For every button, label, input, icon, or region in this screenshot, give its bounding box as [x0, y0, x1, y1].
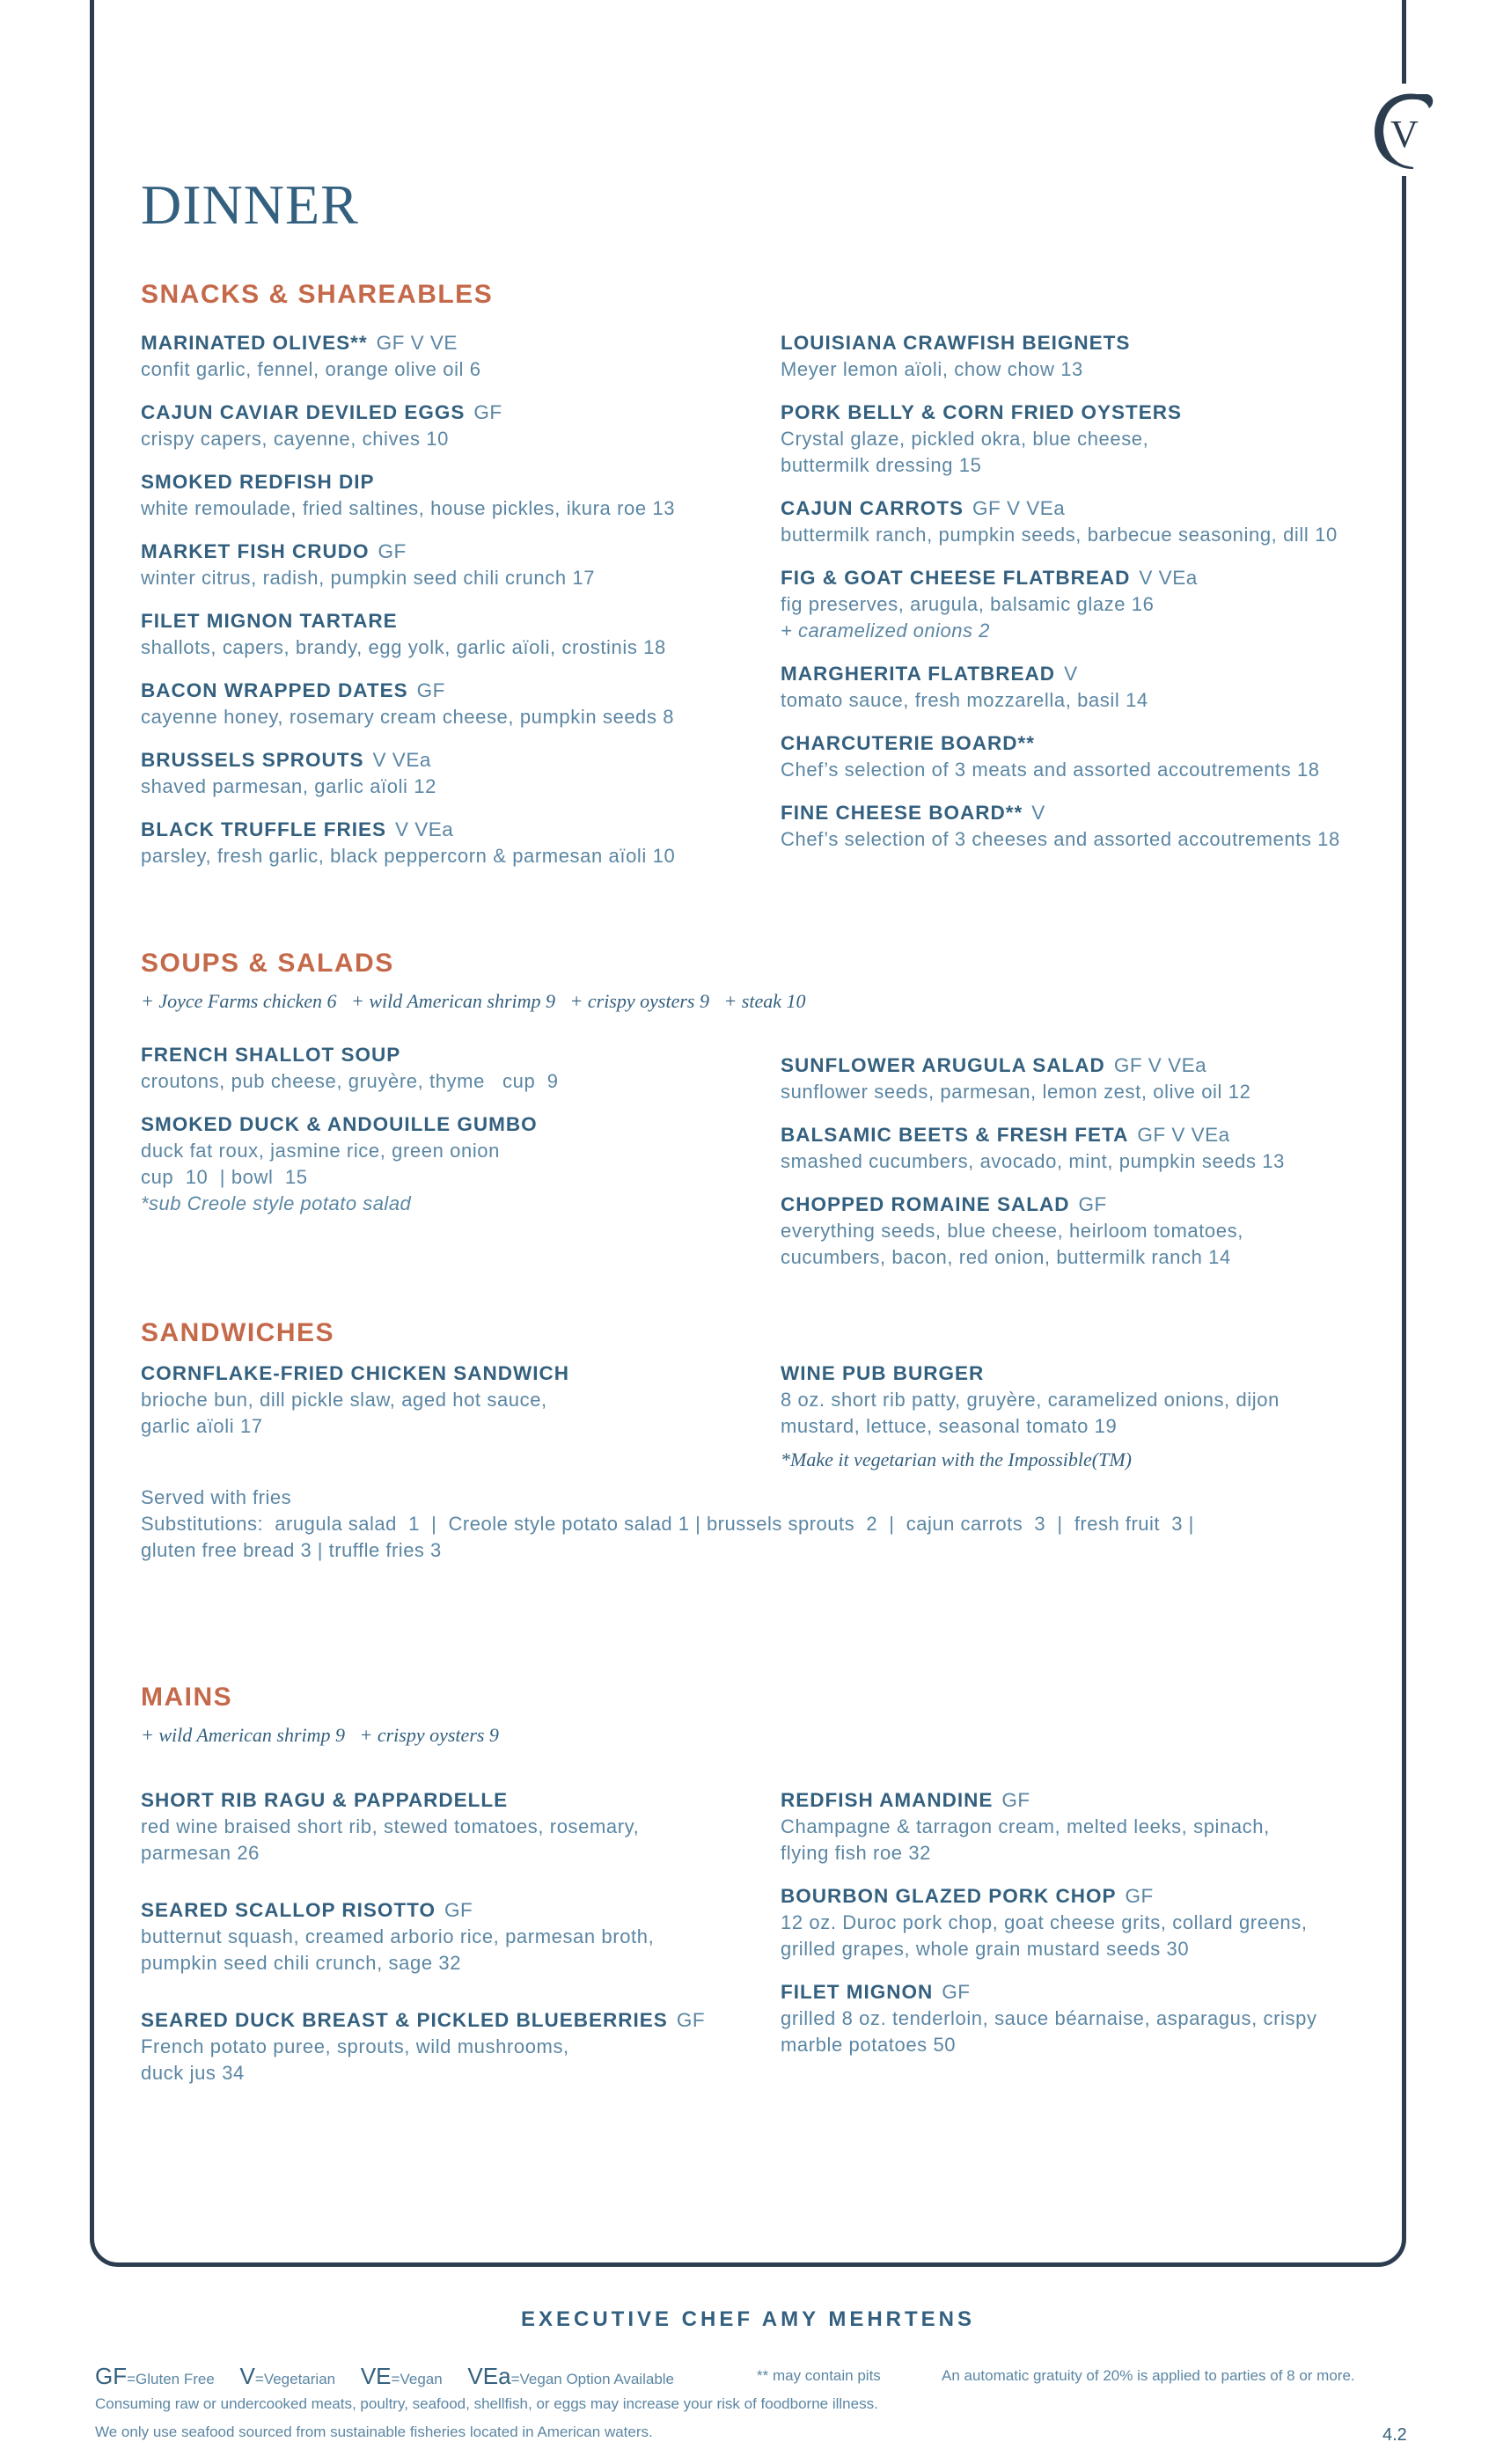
item-title: SEARED SCALLOP RISOTTO — [141, 1899, 436, 1921]
menu-item — [781, 660, 1414, 714]
item-description: Crystal glaze, pickled okra, blue cheese, — [781, 428, 1149, 450]
item-description: cup 10 | bowl 15 — [141, 1166, 308, 1188]
menu-item — [781, 1978, 1414, 2058]
menu-item-name — [781, 660, 1414, 687]
menu-item — [781, 564, 1414, 644]
dietary-tags: GF V VEa — [1137, 1124, 1230, 1146]
item-description: Meyer lemon aïoli, chow chow 13 — [781, 358, 1083, 380]
menu-item — [141, 2006, 774, 2086]
item-description: marble potatoes 50 — [781, 2034, 957, 2056]
item-description: sunflower seeds, parmesan, lemon zest, olive oil 12 — [781, 1081, 1251, 1103]
soups-right-column — [781, 1052, 1414, 1287]
menu-item-name — [781, 1121, 1414, 1148]
section-heading-snacks: SNACKS & SHAREABLES — [141, 280, 494, 309]
soups-addons: + Joyce Farms chicken 6 + wild American shrimp 9 + crispy oysters 9 + steak 10 — [141, 990, 806, 1012]
item-description: red wine braised short rib, stewed tomatoes, rosemary, — [141, 1815, 640, 1837]
dietary-tags: GF — [942, 1981, 971, 2003]
item-title: SUNFLOWER ARUGULA SALAD — [781, 1054, 1105, 1076]
legend-meaning-ve: =Vegan — [391, 2371, 443, 2387]
dietary-tags: GF — [473, 401, 502, 423]
sandwich-sides-info — [141, 1485, 1373, 1564]
dietary-legend — [95, 2363, 674, 2390]
menu-item-name — [141, 1896, 774, 1924]
item-description: shaved parmesan, garlic aïoli 12 — [141, 775, 436, 797]
seafood-sourcing-note: We only use seafood sourced from sustainable fisheries located in American waters. — [95, 2424, 653, 2440]
item-description: shallots, capers, brandy, egg yolk, garlic aïoli, crostinis 18 — [141, 636, 666, 658]
dietary-tags: GF — [416, 679, 445, 701]
legend-code-v: V — [239, 2363, 255, 2389]
menu-item-name — [141, 538, 774, 565]
item-title: BALSAMIC BEETS & FRESH FETA — [781, 1124, 1129, 1146]
menu-item — [781, 1052, 1414, 1105]
menu-item — [781, 799, 1414, 853]
menu-item-name — [141, 1786, 774, 1814]
sandwiches-right-column — [781, 1360, 1414, 1489]
dietary-tags: GF — [1078, 1193, 1107, 1215]
item-description: buttermilk dressing 15 — [781, 454, 982, 476]
section-heading-sandwiches: SANDWICHES — [141, 1318, 335, 1347]
menu-item-name — [781, 1786, 1414, 1814]
menu-item-name — [781, 495, 1414, 522]
menu-item — [141, 1786, 774, 1866]
menu-item-name — [781, 1978, 1414, 2006]
menu-item — [781, 1121, 1414, 1175]
sandwiches-left-column — [141, 1360, 774, 1456]
menu-item-name — [781, 730, 1414, 757]
item-title: BACON WRAPPED DATES — [141, 679, 408, 701]
item-description: duck fat roux, jasmine rice, green onion — [141, 1140, 500, 1162]
item-title: FINE CHEESE BOARD** — [781, 802, 1023, 824]
item-description: winter citrus, radish, pumpkin seed chili crunch 17 — [141, 567, 596, 589]
item-title: CHOPPED ROMAINE SALAD — [781, 1193, 1070, 1215]
menu-item-name — [141, 468, 774, 495]
menu-item-name — [141, 607, 774, 634]
dietary-tags: GF — [1001, 1789, 1030, 1811]
item-description: butternut squash, creamed arborio rice, parmesan broth, — [141, 1925, 655, 1947]
dietary-tags: V — [1064, 663, 1078, 685]
mains-left-column — [141, 1786, 774, 2116]
mains-right-column — [781, 1786, 1414, 2074]
menu-item — [781, 1882, 1414, 1962]
item-description: smashed cucumbers, avocado, mint, pumpkin seeds 13 — [781, 1150, 1285, 1172]
menu-item — [141, 677, 774, 730]
legend-code-vea: VEa — [467, 2363, 511, 2389]
item-note: *sub Creole style potato salad — [141, 1192, 412, 1214]
item-description: Chef’s selection of 3 meats and assorted accoutrements 18 — [781, 759, 1320, 781]
item-title: LOUISIANA CRAWFISH BEIGNETS — [781, 332, 1131, 354]
menu-item — [781, 495, 1414, 548]
menu-item-name — [781, 1882, 1414, 1910]
menu-item — [781, 730, 1414, 783]
dietary-tags: GF V VE — [376, 332, 458, 354]
menu-item-name — [141, 1111, 774, 1138]
menu-item-name — [781, 329, 1414, 356]
section-heading-soups-salads: SOUPS & SALADS — [141, 949, 394, 978]
legend-code-ve: VE — [360, 2363, 392, 2389]
cv-monogram-logo-icon — [1364, 84, 1448, 176]
section-heading-mains: MAINS — [141, 1683, 233, 1712]
menu-item — [781, 1786, 1414, 1866]
menu-item — [781, 399, 1414, 479]
item-title: BLACK TRUFFLE FRIES — [141, 818, 386, 840]
item-description: white remoulade, fried saltines, house pickles, ikura roe 13 — [141, 497, 676, 519]
svg-text:V: V — [1390, 113, 1419, 156]
menu-item-name — [141, 1041, 774, 1068]
menu-item — [141, 746, 774, 800]
dietary-tags: GF — [378, 540, 407, 562]
item-title: FILET MIGNON TARTARE — [141, 610, 398, 632]
item-description: French potato puree, sprouts, wild mushrooms, — [141, 2035, 569, 2057]
page-title: DINNER — [141, 173, 359, 236]
item-title: FRENCH SHALLOT SOUP — [141, 1044, 401, 1066]
item-vegetarian-note: *Make it vegetarian with the Impossible(TM) — [781, 1448, 1132, 1470]
menu-item-name — [781, 799, 1414, 826]
item-title: SMOKED REDFISH DIP — [141, 471, 375, 493]
substitutions-text: Substitutions: arugula salad 1 | Creole style potato salad 1 | brussels sprouts 2 | cajun carrots 3 | fresh fruit 3 | — [141, 1513, 1194, 1535]
menu-item — [141, 399, 774, 452]
menu-item — [781, 1360, 1414, 1473]
item-title: CORNFLAKE-FRIED CHICKEN SANDWICH — [141, 1362, 569, 1384]
dietary-tags: GF V VEa — [972, 497, 1066, 519]
item-description: grilled grapes, whole grain mustard seeds 30 — [781, 1938, 1190, 1960]
item-title: REDFISH AMANDINE — [781, 1789, 994, 1811]
item-description: crispy capers, cayenne, chives 10 — [141, 428, 449, 450]
menu-item — [781, 329, 1414, 383]
item-title: WINE PUB BURGER — [781, 1362, 985, 1384]
menu-item — [141, 607, 774, 661]
item-title: BRUSSELS SPROUTS — [141, 749, 364, 771]
item-title: SHORT RIB RAGU & PAPPARDELLE — [141, 1789, 509, 1811]
substitutions-text-2: gluten free bread 3 | truffle fries 3 — [141, 1539, 442, 1561]
dietary-tags: GF V VEa — [1113, 1054, 1207, 1076]
menu-version: 4.2 — [1382, 2425, 1407, 2445]
item-description: Chef’s selection of 3 cheeses and assorted accoutrements 18 — [781, 828, 1340, 850]
legend-meaning-gf: =Gluten Free — [127, 2371, 215, 2387]
menu-item-name — [781, 1360, 1414, 1387]
menu-item-name — [141, 816, 774, 843]
item-title: SMOKED DUCK & ANDOUILLE GUMBO — [141, 1113, 538, 1135]
menu-item-name — [781, 564, 1414, 591]
item-description: brioche bun, dill pickle slaw, aged hot sauce, — [141, 1389, 547, 1411]
item-title: MARINATED OLIVES** — [141, 332, 368, 354]
gratuity-note: An automatic gratuity of 20% is applied to parties of 8 or more. — [942, 2367, 1355, 2384]
snacks-right-column — [781, 329, 1414, 869]
menu-item — [141, 1360, 774, 1440]
item-description: cayenne honey, rosemary cream cheese, pumpkin seeds 8 — [141, 706, 675, 728]
item-title: CAJUN CARROTS — [781, 497, 964, 519]
item-title: BOURBON GLAZED PORK CHOP — [781, 1885, 1117, 1907]
item-description: parsley, fresh garlic, black peppercorn & parmesan aïoli 10 — [141, 845, 676, 867]
dietary-tags: V VEa — [372, 749, 431, 771]
item-title: PORK BELLY & CORN FRIED OYSTERS — [781, 401, 1183, 423]
menu-item — [141, 329, 774, 383]
item-note: + caramelized onions 2 — [781, 620, 990, 642]
item-description: pumpkin seed chili crunch, sage 32 — [141, 1952, 462, 1974]
menu-item — [141, 468, 774, 522]
item-title: CHARCUTERIE BOARD** — [781, 732, 1036, 754]
menu-item-name — [781, 1191, 1414, 1218]
dietary-tags: V VEa — [1139, 567, 1198, 589]
dietary-tags: GF — [1125, 1885, 1154, 1907]
legend-meaning-v: =Vegetarian — [254, 2371, 336, 2387]
soups-left-column — [141, 1041, 774, 1233]
item-description: fig preserves, arugula, balsamic glaze 16 — [781, 593, 1155, 615]
snacks-left-column — [141, 329, 774, 885]
served-with-text: Served with fries — [141, 1486, 292, 1508]
menu-item-name — [141, 2006, 774, 2034]
dietary-tags: V — [1031, 802, 1045, 824]
item-description: confit garlic, fennel, orange olive oil 6 — [141, 358, 481, 380]
menu-item-name — [141, 746, 774, 774]
menu-item — [141, 1896, 774, 1976]
item-title: MARKET FISH CRUDO — [141, 540, 370, 562]
item-description: croutons, pub cheese, gruyère, thyme cup 9 — [141, 1070, 559, 1092]
item-description: everything seeds, blue cheese, heirloom tomatoes, — [781, 1220, 1243, 1242]
pits-note: ** may contain pits — [757, 2367, 881, 2384]
menu-item-name — [141, 399, 774, 426]
menu-item — [781, 1191, 1414, 1271]
item-description: mustard, lettuce, seasonal tomato 19 — [781, 1415, 1118, 1437]
menu-item — [141, 538, 774, 591]
item-title: MARGHERITA FLATBREAD — [781, 663, 1056, 685]
item-title: FIG & GOAT CHEESE FLATBREAD — [781, 567, 1131, 589]
item-description: Champagne & tarragon cream, melted leeks, spinach, — [781, 1815, 1270, 1837]
item-description: buttermilk ranch, pumpkin seeds, barbecue seasoning, dill 10 — [781, 524, 1338, 546]
dietary-tags: GF — [676, 2009, 706, 2031]
foodborne-warning: Consuming raw or undercooked meats, poultry, seafood, shellfish, or eggs may increase your risk of foodborne illness. — [95, 2395, 878, 2412]
menu-item-name — [141, 1360, 774, 1387]
menu-item — [141, 816, 774, 869]
item-description: duck jus 34 — [141, 2062, 245, 2084]
menu-item — [141, 1041, 774, 1095]
menu-item-name — [141, 677, 774, 704]
mains-addons: + wild American shrimp 9 + crispy oysters 9 — [141, 1724, 499, 1746]
item-description: tomato sauce, fresh mozzarella, basil 14 — [781, 689, 1148, 711]
menu-item-name — [781, 1052, 1414, 1079]
item-title: SEARED DUCK BREAST & PICKLED BLUEBERRIES — [141, 2009, 668, 2031]
menu-item-name — [781, 399, 1414, 426]
item-description: cucumbers, bacon, red onion, buttermilk ranch 14 — [781, 1246, 1231, 1268]
item-description: grilled 8 oz. tenderloin, sauce béarnaise, asparagus, crispy — [781, 2007, 1317, 2029]
executive-chef-credit: EXECUTIVE CHEF AMY MEHRTENS — [520, 2307, 976, 2331]
legend-code-gf: GF — [95, 2363, 128, 2389]
item-description: parmesan 26 — [141, 1842, 260, 1864]
item-title: CAJUN CAVIAR DEVILED EGGS — [141, 401, 466, 423]
item-description: 8 oz. short rib patty, gruyère, caramelized onions, dijon — [781, 1389, 1280, 1411]
dietary-tags: V VEa — [394, 818, 454, 840]
item-title: FILET MIGNON — [781, 1981, 934, 2003]
item-description: 12 oz. Duroc pork chop, goat cheese grits, collard greens, — [781, 1911, 1308, 1933]
menu-item-name — [141, 329, 774, 356]
legend-meaning-vea: =Vegan Option Available — [510, 2371, 675, 2387]
dietary-tags: GF — [444, 1899, 473, 1921]
item-description: garlic aïoli 17 — [141, 1415, 263, 1437]
item-description: flying fish roe 32 — [781, 1842, 931, 1864]
menu-item — [141, 1111, 774, 1217]
